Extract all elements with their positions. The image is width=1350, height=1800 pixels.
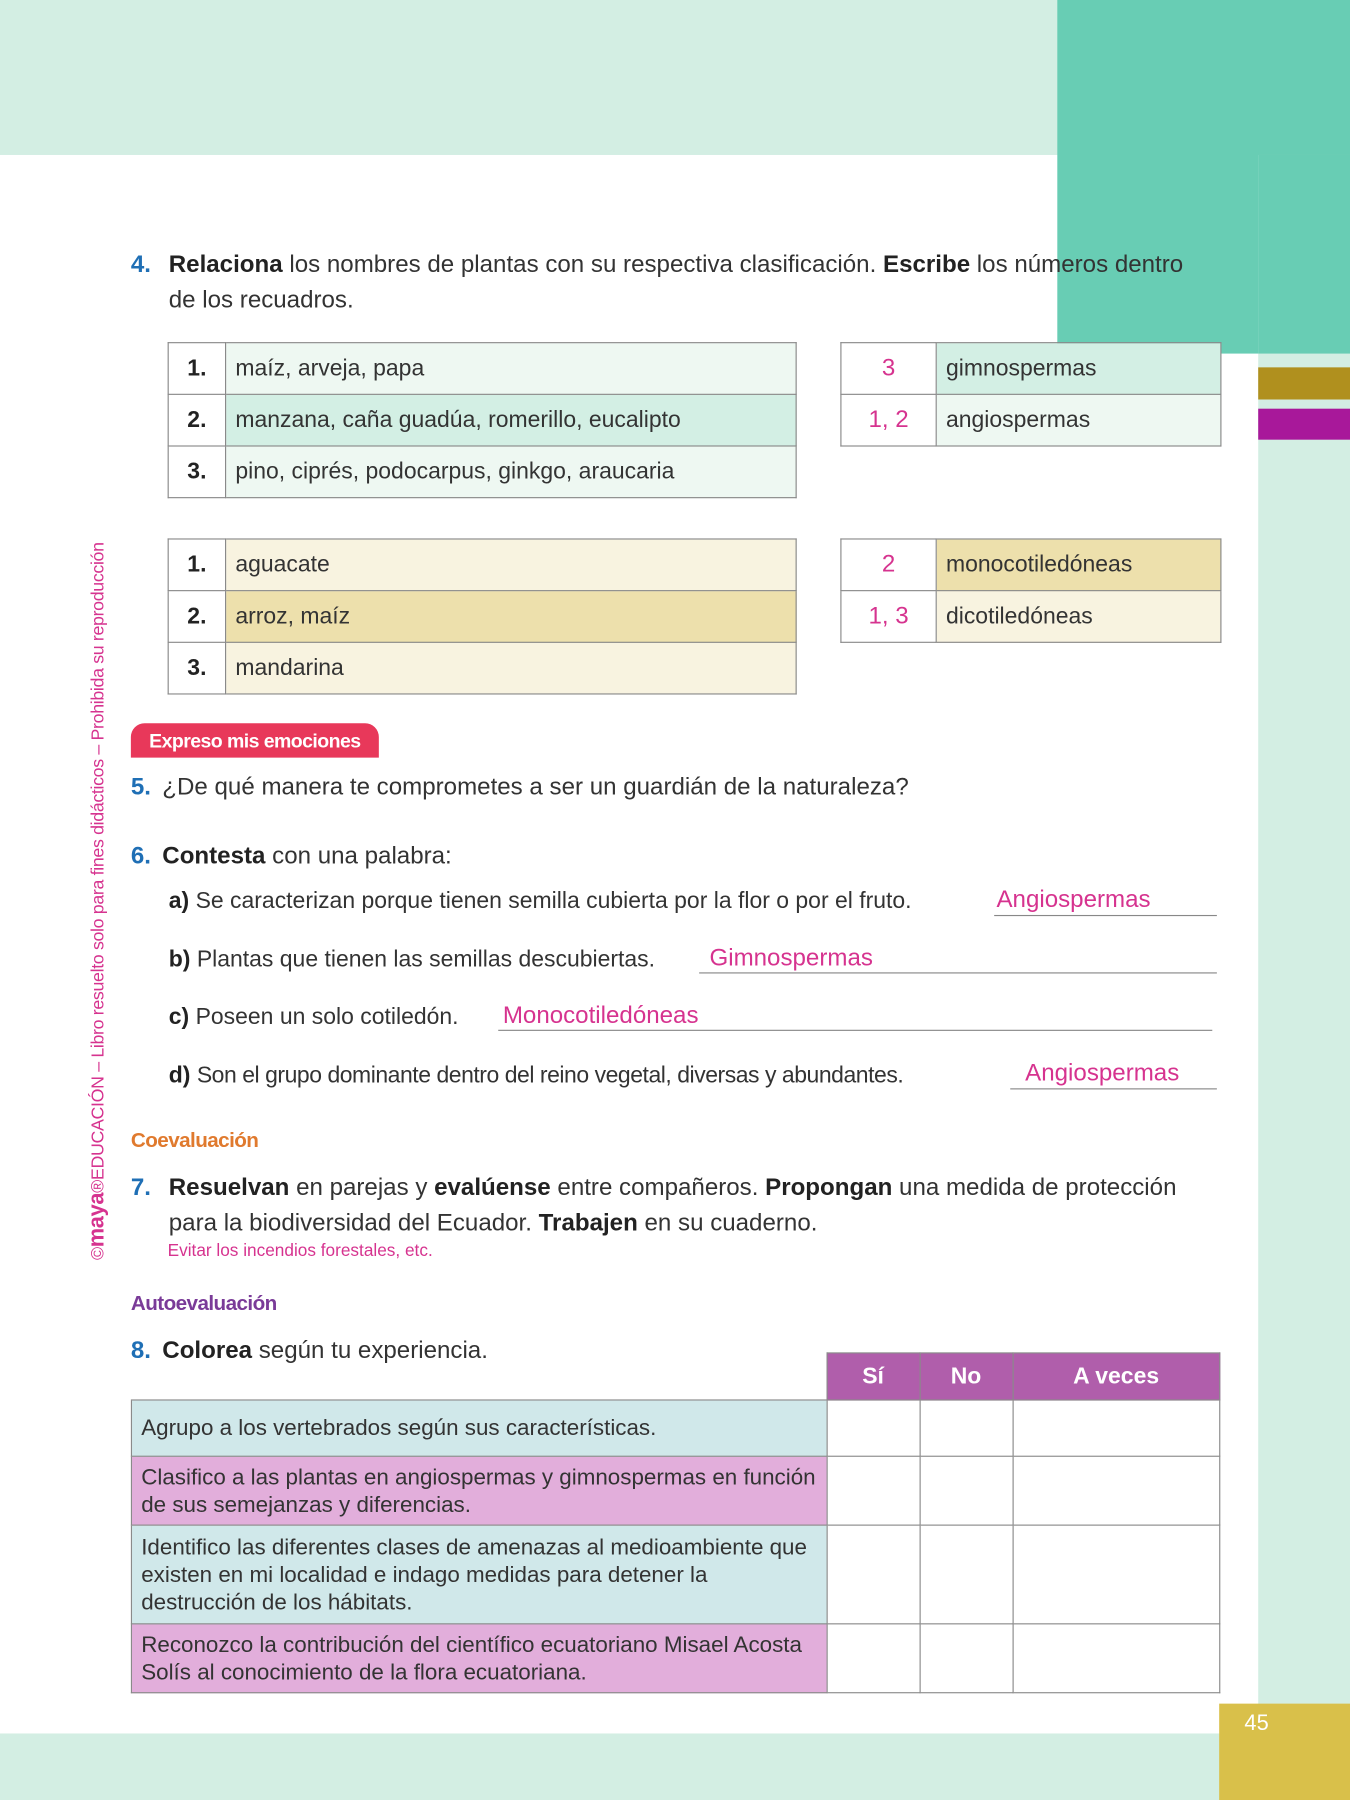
cell-no[interactable] [920, 1400, 1013, 1456]
self-evaluation-heading: Autoevaluación [130, 1291, 277, 1315]
right-strip [1258, 155, 1350, 1800]
q6-item-c: c) Poseen un solo cotiledón. [168, 1004, 459, 1030]
right-strip-teal [1258, 155, 1350, 354]
question-8: 8. Colorea según tu experiencia. [130, 1337, 488, 1364]
copyright-symbol: © [88, 1247, 108, 1261]
answer-line[interactable] [498, 1030, 1212, 1031]
answer-box[interactable]: 1, 2 [841, 394, 936, 446]
question-5: 5. ¿De qué manera te comprometes a ser un guardián de la naturaleza? [130, 773, 909, 801]
copyright-text: ®EDUCACIÓN – Libro resuelto solo para fines didácticos – Prohibida su reproducción [88, 542, 108, 1193]
cell-yes[interactable] [827, 1525, 920, 1624]
table-row: 2. arroz, maíz [168, 591, 796, 643]
gold-tab [1258, 367, 1350, 399]
table-row: Agrupo a los vertebrados según sus características. [131, 1400, 1219, 1456]
table-row: 2 monocotiledóneas [841, 539, 1221, 591]
answer-box[interactable]: 1, 3 [841, 591, 936, 643]
page-number-box [1219, 1704, 1350, 1800]
question-6: 6. Contesta con una palabra: [130, 842, 452, 870]
table-row: Clasifico a las plantas en angiospermas y gimnospermas en función de sus semejanzas y diferencias. [131, 1456, 1219, 1525]
cell-yes[interactable] [827, 1456, 920, 1525]
plants-table-2 [168, 538, 797, 694]
cell-yes[interactable] [827, 1400, 920, 1456]
copyright-side-text [85, 542, 110, 1260]
plants-table-1 [168, 342, 797, 498]
answer-box[interactable]: 2 [841, 539, 936, 591]
cell-no[interactable] [920, 1624, 1013, 1693]
table-row: 1. aguacate [168, 539, 796, 591]
cell-sometimes[interactable] [1013, 1525, 1220, 1624]
cell-no[interactable] [920, 1525, 1013, 1624]
question-7: 7. Resuelvan en parejas y evalúense entre compañeros. Propongan una medida de protección para la biodiversidad del Ecuador. Trabajen en su cuaderno. [130, 1174, 1177, 1237]
table-row: 3 gimnospermas [841, 343, 1221, 395]
table-row: 2. manzana, caña guadúa, romerillo, eucalipto [168, 394, 796, 446]
answer-a: Angiospermas [996, 886, 1151, 913]
brand-logo: maya [84, 1192, 110, 1248]
header-sometimes: A veces [1013, 1353, 1220, 1400]
cell-sometimes[interactable] [1013, 1624, 1220, 1693]
header-yes: Sí [827, 1353, 920, 1400]
table-row: Identifico las diferentes clases de amenazas al medioambiente que existen en mi localidad e indago medidas para detener la destrucción de los hábitats. [131, 1525, 1219, 1624]
table-row: 1, 3 dicotiledóneas [841, 591, 1221, 643]
q6-item-a: a) Se caracterizan porque tienen semilla cubierta por la flor o por el fruto. [168, 888, 912, 914]
q6-item-d: d) Son el grupo dominante dentro del reino vegetal, diversas y abundantes. [168, 1063, 904, 1089]
answer-b: Gimnospermas [709, 944, 873, 972]
answer-line[interactable] [994, 915, 1217, 916]
header-no: No [920, 1353, 1013, 1400]
answer-d: Angiospermas [1025, 1059, 1180, 1087]
answer-box[interactable]: 3 [841, 343, 936, 395]
classification-table-2 [840, 538, 1221, 642]
bottom-band [0, 1733, 1350, 1800]
page-number: 45 [1244, 1711, 1269, 1736]
answer-line[interactable] [699, 972, 1217, 973]
answer-line[interactable] [1010, 1088, 1217, 1089]
magenta-tab [1258, 409, 1350, 440]
q6-item-b: b) Plantas que tienen las semillas descubiertas. [168, 947, 656, 973]
table-row: 3. pino, ciprés, podocarpus, ginkgo, araucaria [168, 446, 796, 498]
question-number: 4. [130, 251, 151, 278]
table-row: 3. mandarina [168, 642, 796, 694]
table-row: Reconozco la contribución del científico ecuatoriano Misael Acosta Solís al conocimiento de la flora ecuatoriana. [131, 1624, 1219, 1693]
answer-c: Monocotiledóneas [502, 1002, 699, 1029]
classification-table-1 [840, 342, 1221, 446]
cell-no[interactable] [920, 1456, 1013, 1525]
table-row: 1. maíz, arveja, papa [168, 343, 796, 395]
table-row: 1, 2 angiospermas [841, 394, 1221, 446]
cell-sometimes[interactable] [1013, 1400, 1220, 1456]
coevaluation-heading: Coevaluación [130, 1128, 259, 1152]
cell-sometimes[interactable] [1013, 1456, 1220, 1525]
section-badge: Expreso mis emociones [131, 723, 379, 757]
cell-yes[interactable] [827, 1624, 920, 1693]
self-evaluation-table [131, 1352, 1220, 1693]
question-4: 4. Relaciona los nombres de plantas con su respectiva clasificación. Escribe los números dentro de los recuadros. [131, 247, 1210, 318]
q7-answer: Evitar los incendios forestales, etc. [167, 1240, 433, 1261]
